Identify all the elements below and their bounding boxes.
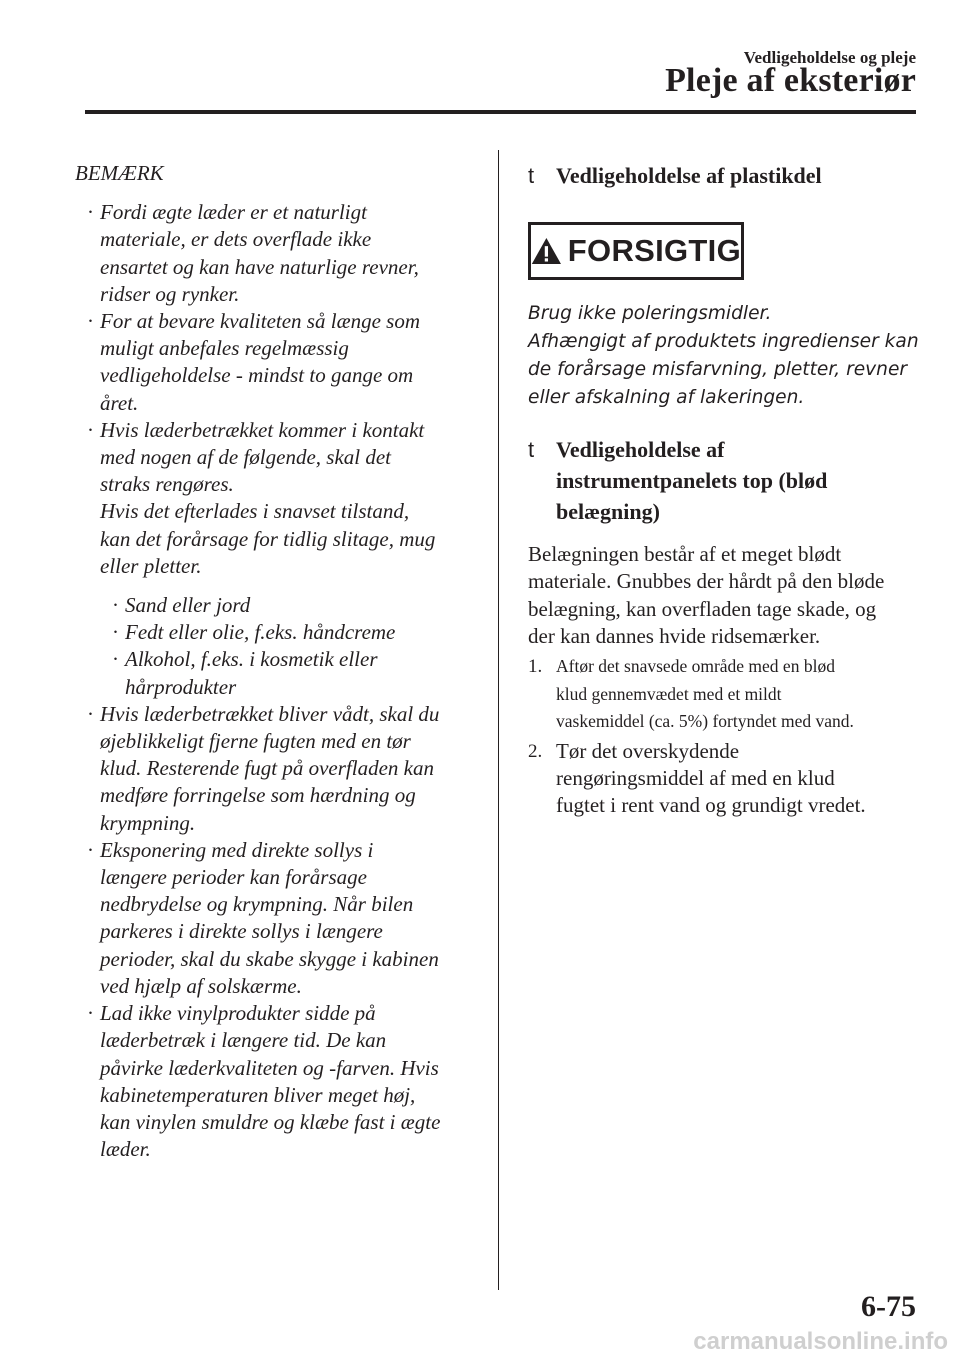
left-column <box>75 160 475 1163</box>
sub-bullet: · Sand eller jord <box>75 592 475 619</box>
bullet-dot-icon: · <box>87 200 94 225</box>
steps-list <box>528 653 928 819</box>
step-item: 2. Tør det overskydende rengøringsmiddel af med en klud fugtet i rent vand og grundigt vredet. <box>528 738 866 818</box>
warning-triangle-icon <box>531 234 562 268</box>
section-marker-icon: t <box>528 163 535 188</box>
caution-text: Brug ikke poleringsmidler. Afhængigt af produktets ingredienser kan de forårsage misfarvning, pletter, revner eller afskalning af lakeringen. <box>528 303 919 408</box>
note-bullet: · For at bevare kvaliteten så længe som muligt anbefales regelmæssig vedligeholdelse - mindst to gange om året. <box>87 309 420 415</box>
step-number: 2. <box>528 740 543 762</box>
right-column <box>528 160 928 822</box>
sub-bullet: · Fedt eller olie, f.eks. håndcreme <box>75 619 475 646</box>
section-marker-icon: t <box>528 437 535 462</box>
note-bullet: · Fordi ægte læder er et naturligt materiale, er dets overflade ikke ensartet og kan have naturlige revner, ridser og rynker. <box>87 200 419 306</box>
sub-bullet: · Alkohol, f.eks. i kosmetik eller hårprodukter <box>112 647 378 699</box>
caution-label: FORSIGTIG <box>567 233 741 268</box>
bullet-dot-icon: · <box>87 1001 94 1026</box>
header-rule <box>85 110 916 114</box>
section-title: Vedligeholdelse og pleje <box>743 48 916 67</box>
sub-bullet-list <box>75 592 475 701</box>
body-paragraph: Belægningen består af et meget blødt materiale. Gnubbes der hårdt på den bløde belægning, kan overfladen tage skade, og der kan dannes hvide ridsemærker. <box>528 542 885 648</box>
section-heading-dashboard: t Vedligeholdelse af instrumentpanelets top (blød belægning) <box>528 434 928 527</box>
bullet-dot-icon: · <box>112 647 119 672</box>
bullet-dot-icon: · <box>112 620 119 645</box>
step-item: 1. Aftør det snavsede område med en blød klud gennemvædet med et mildt vaskemiddel (ca. 5%) fortyndet med vand. <box>528 653 928 736</box>
note-bullet: · Eksponering med direkte sollys i længere perioder kan forårsage nedbrydelse og krympning. Når bilen parkeres i direkte sollys i længere perioder, skal du skabe skygge i kabinen ved hjælp af solskærme. <box>87 837 439 998</box>
note-bullet: · Hvis læderbetrækket bliver vådt, skal du øjeblikkeligt fjerne fugten med en tør klud. Resterende fugt på overfladen kan medføre forringelse som hærdning og krympning. <box>87 701 440 835</box>
watermark: carmanualsonline.info <box>693 1328 948 1355</box>
note-bullet: · Hvis læderbetrækket kommer i kontakt med nogen af de følgende, skal det straks rengøres. Hvis det efterlades i snavset tilstand, kan det forårsage for tidlig slitage, mug eller pletter. <box>87 417 436 578</box>
note-title: BEMÆRK <box>75 161 164 185</box>
bullet-dot-icon: · <box>87 701 94 726</box>
section-heading-plastic: t Vedligeholdelse af plastikdel <box>528 160 928 191</box>
column-divider <box>498 150 499 1290</box>
page-number: 6-75 <box>861 1290 916 1323</box>
bullet-dot-icon: · <box>87 837 94 862</box>
bullet-dot-icon: · <box>87 417 94 442</box>
caution-label-box <box>528 222 744 280</box>
page-title: Pleje af eksteriør <box>665 62 916 99</box>
step-number: 1. <box>528 656 543 678</box>
bullet-dot-icon: · <box>87 309 94 334</box>
bullet-dot-icon: · <box>112 593 119 618</box>
note-bullet: · Lad ikke vinylprodukter sidde på læderbetræk i længere tid. De kan påvirke læderkvaliteten og -farven. Hvis kabinetemperaturen bliver meget høj, kan vinylen smuldre og klæbe fast i ægte læder. <box>87 1001 441 1162</box>
